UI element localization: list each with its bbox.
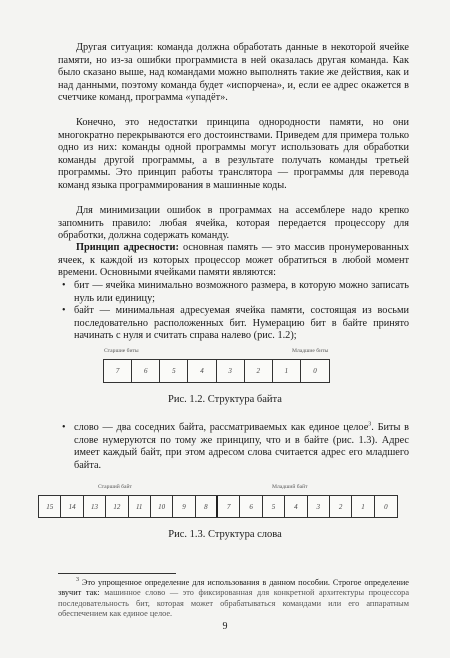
bit-cell-1: 1 <box>352 496 374 517</box>
memory-cell-list-continued <box>58 422 409 472</box>
footnote-number: 3 <box>76 577 79 584</box>
bit-cell-7: 7 <box>218 496 240 517</box>
footnote-3 <box>58 578 409 620</box>
byte-bit-row <box>103 359 330 383</box>
bit-cell-6: 6 <box>132 360 160 382</box>
word-definition-rest: . Биты в слове нумеруются по тому же принципу, что и в байте (рис. 1.3). Адрес имеет каждый байт, при этом адресом слова считается адрес его младшего байта. <box>74 422 409 471</box>
bit-cell-9: 9 <box>173 496 195 517</box>
word-high-byte-label: Старший байт <box>98 484 132 490</box>
bit-cell-4: 4 <box>188 360 216 382</box>
bit-cell-10: 10 <box>151 496 173 517</box>
memory-cell-list <box>58 280 409 343</box>
bit-cell-5: 5 <box>160 360 188 382</box>
list-item-word <box>58 422 409 472</box>
bit-cell-1: 1 <box>273 360 301 382</box>
footnote-strict-definition: машинное слово — это фиксированная для конкретной архитектуры процессора последовательность бит, которая может обрабатываться командами или его аппаратным обеспечением как единое целое. <box>58 588 409 619</box>
paragraph-other-situation: Другая ситуация: команда должна обработать данные в некоторой ячейке памяти, но из-за ошибки программиста в ней оказалась другая команда. Как было сказано выше, над командами можно выполнять такие же действия, как и над данными, поэтому команда будет «испорчена», и, если ее адрес окажется в счетчике команд, программа «упадёт». <box>58 42 409 104</box>
bit-cell-7: 7 <box>104 360 132 382</box>
figure-word-caption: Рис. 1.3. Структура слова <box>168 529 282 540</box>
footnote-text: Это упрощенное определение для использования в данном пособии. Строгое определение звучит так: <box>58 578 409 598</box>
bit-cell-4: 4 <box>285 496 307 517</box>
addressing-principle-text: основная память — это массив пронумерованных ячеек, к каждой из которых процессор может обратиться в любой момент времени. Основными ячейками памяти являются: <box>58 242 409 279</box>
word-bit-row <box>38 495 398 518</box>
bit-cell-0: 0 <box>384 502 388 511</box>
paragraph-assembler-rule: Для минимизации ошибок в программах на ассемблере надо крепко запомнить правило: любая ячейка, которая передается процессору для обработки, должна содержать команду. <box>58 205 409 242</box>
bit-cell-0: 0 <box>313 367 317 375</box>
bit-cell-2: 2 <box>245 360 273 382</box>
paragraph-addressing-principle <box>58 242 409 280</box>
word-low-byte-label: Младший байт <box>272 484 308 490</box>
list-item-bit: • бит — ячейка минимально возможного размера, в которую можно записать нуль или единицу; <box>58 280 409 305</box>
byte-low-bits-label: Младшие биты <box>292 348 329 354</box>
bit-cell-3: 3 <box>217 360 245 382</box>
paragraph-memory-uniformity: Конечно, это недостатки принципа однородности памяти, но они многократно перекрываются его достоинствами. Приведем для примера только одно из них: команды одной программы могут использовать для обработки команды другой программы, а в результате получать команды третьей программы. Это принцип работы транслятора — программы для перевода команд языка программирования в машинные коды. <box>58 117 409 191</box>
page-number: 9 <box>222 621 228 632</box>
bit-cell-5: 5 <box>263 496 285 517</box>
addressing-principle-heading: Принцип адресности: <box>76 242 179 253</box>
bit-cell-13: 13 <box>84 496 106 517</box>
bit-cell-2: 2 <box>330 496 352 517</box>
footnote-ref-3[interactable]: 3 <box>368 421 372 428</box>
bit-cell-12: 12 <box>106 496 128 517</box>
bit-cell-8: 8 <box>196 496 218 517</box>
bit-cell-11: 11 <box>129 496 151 517</box>
footnote-separator <box>58 573 176 574</box>
list-item-byte: • байт — минимальная адресуемая ячейка памяти, состоящая из восьми последовательно расположенных бит. Нумерацию бит в байте принято начинать с нуля и считать справа налево (рис. 1.2); <box>58 305 409 343</box>
byte-high-bits-label: Старшие биты <box>104 348 139 354</box>
bit-cell-6: 6 <box>240 496 262 517</box>
word-definition-text: слово — два соседних байта, рассматриваемых как единое целое <box>74 422 369 433</box>
bit-cell-14: 14 <box>61 496 83 517</box>
bit-cell-3: 3 <box>308 496 330 517</box>
figure-byte-caption: Рис. 1.2. Структура байта <box>168 394 282 405</box>
bit-cell-15: 15 <box>39 496 61 517</box>
